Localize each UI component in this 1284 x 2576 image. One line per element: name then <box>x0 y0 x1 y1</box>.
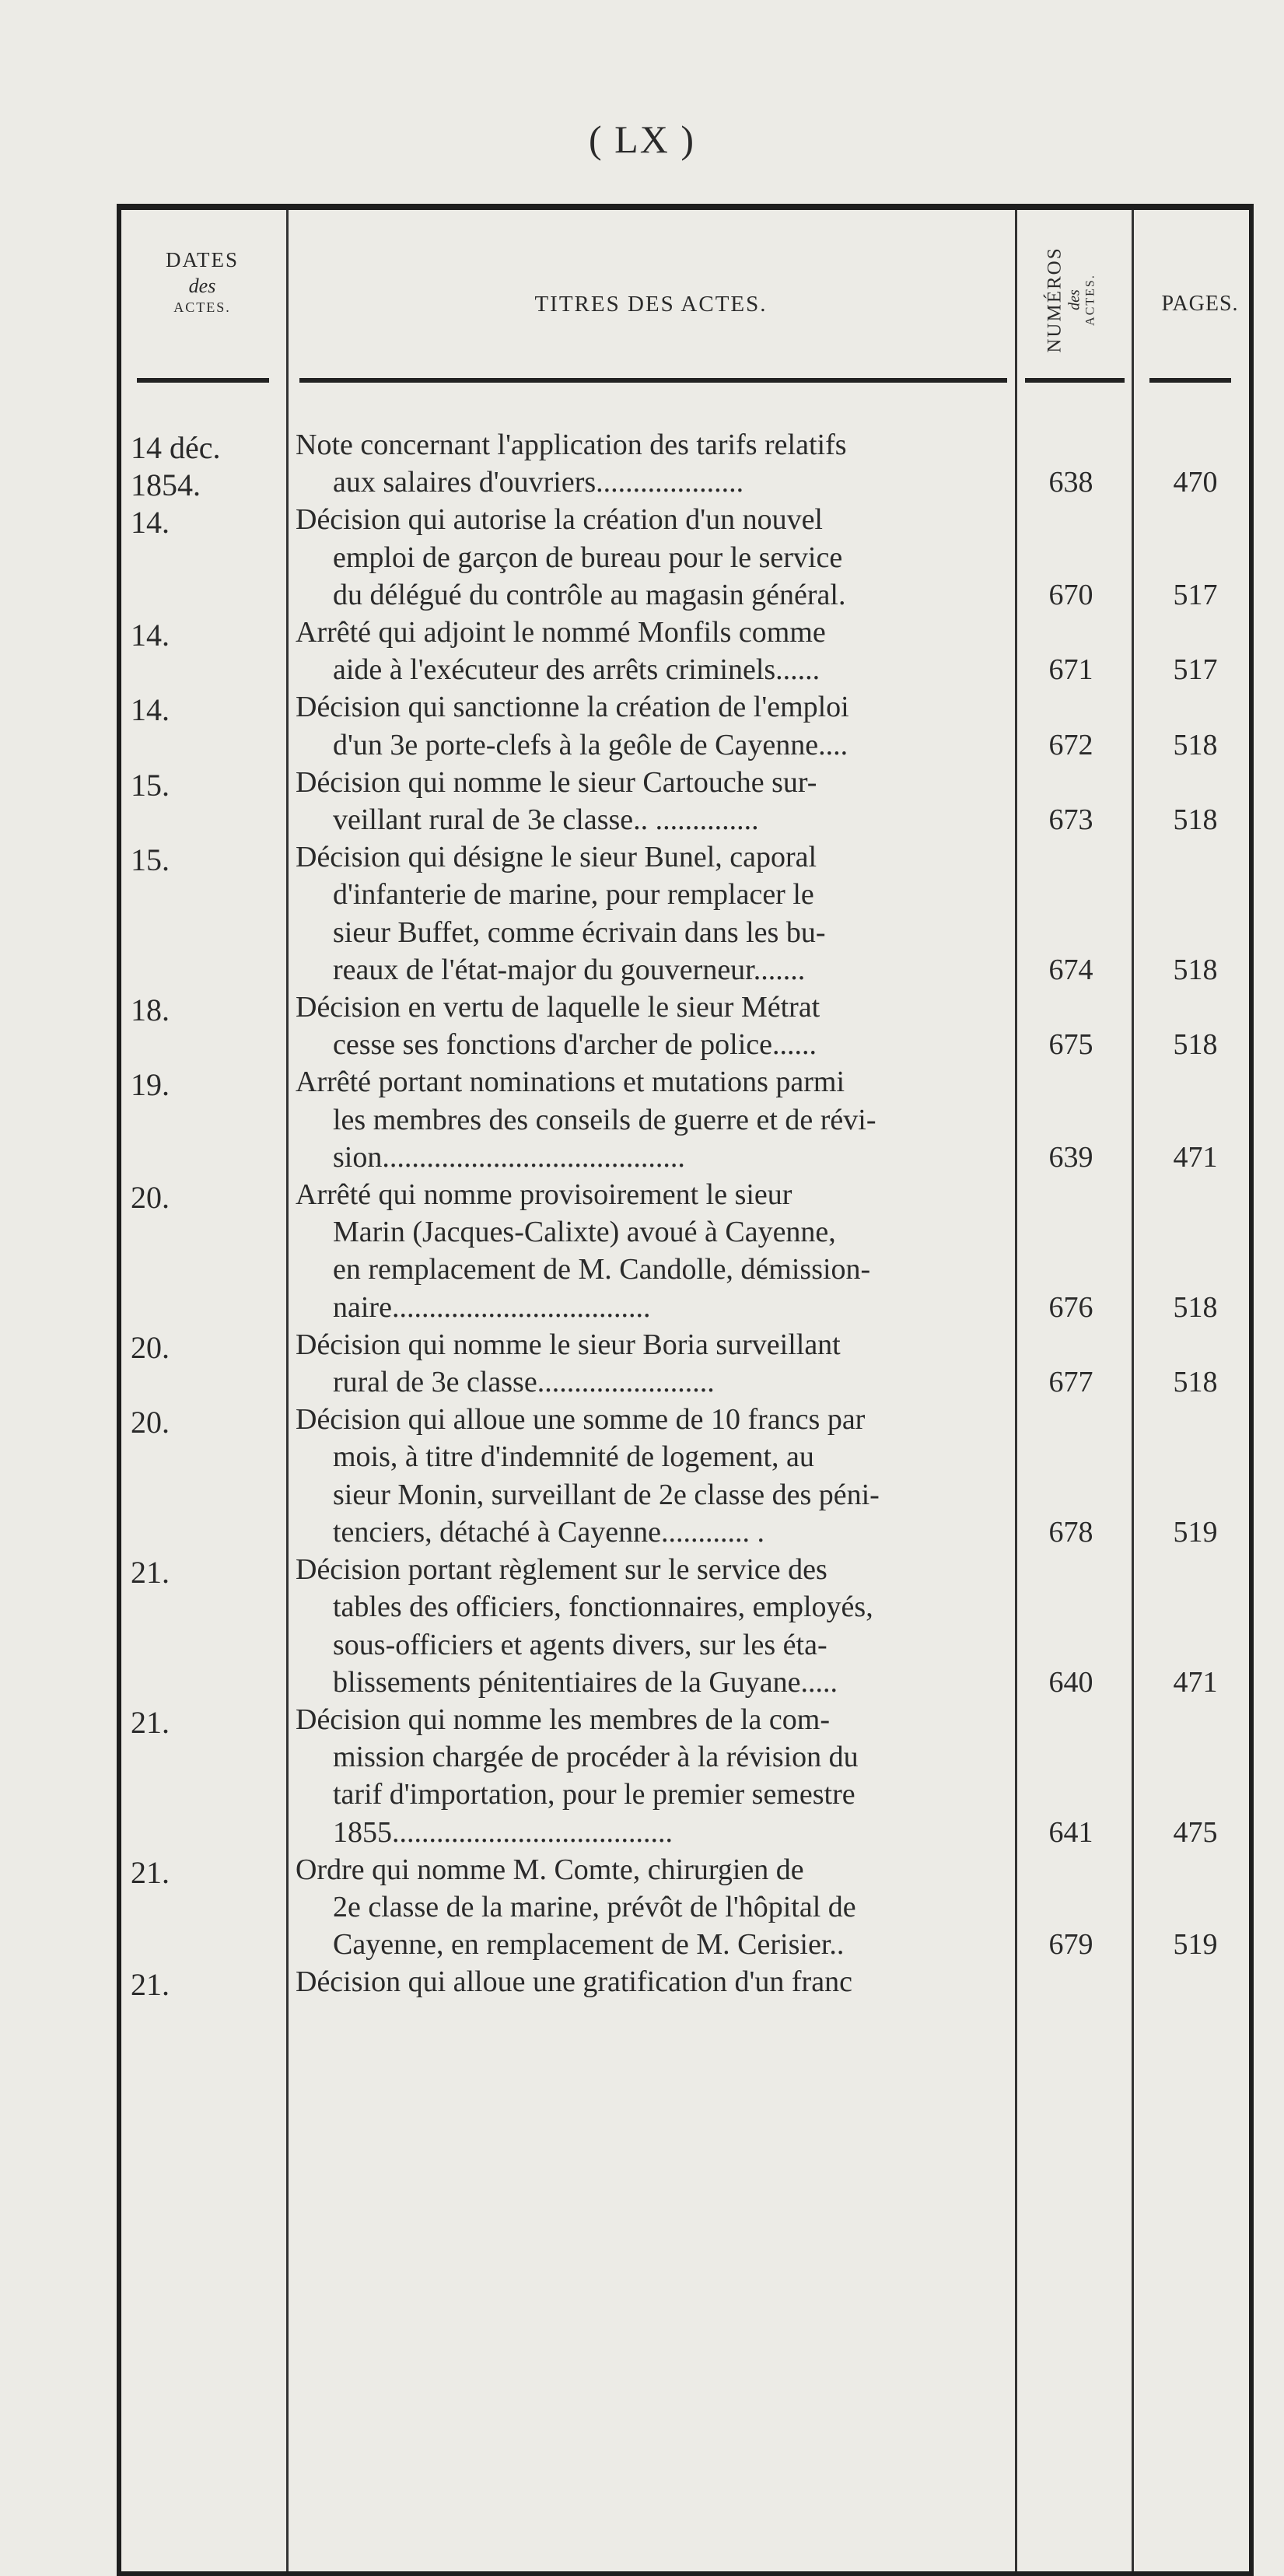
row-title-line: du délégué du contrôle au magasin général. <box>333 578 846 611</box>
row-page-number: 471 <box>1173 1665 1218 1699</box>
row-title-line: Cayenne, en remplacement de M. Cerisier.. <box>333 1928 845 1962</box>
row-title-line: les membres des conseils de guerre et de révi- <box>333 1103 876 1136</box>
row-title <box>296 838 1009 989</box>
row-date <box>131 1554 286 1591</box>
row-title-line: 1855...................................... <box>333 1815 673 1849</box>
row-act-number: 674 <box>1048 954 1093 987</box>
row-page-number: 519 <box>1173 1928 1218 1962</box>
row-title-line: emploi de garçon de bureau pour le service <box>333 541 843 574</box>
row-date <box>131 617 286 654</box>
row-date-day: 21. <box>131 1555 170 1591</box>
header-numeros <box>1020 226 1121 373</box>
row-title-line: en remplacement de M. Candolle, démission- <box>333 1253 871 1286</box>
table-row <box>0 1963 1284 2003</box>
row-page-number: 518 <box>1173 1290 1218 1324</box>
row-date-day: 14. <box>131 618 170 653</box>
row-act-number: 671 <box>1048 653 1093 687</box>
row-date <box>131 1704 286 1741</box>
row-title-line: aux salaires d'ouvriers.................... <box>333 466 744 499</box>
row-page-number: 471 <box>1173 1141 1218 1174</box>
row-date-day: 21. <box>131 1704 170 1740</box>
page-number: ( LX ) <box>589 117 695 161</box>
row-act-number: 639 <box>1048 1141 1093 1174</box>
table-row <box>0 1851 1284 1964</box>
header-rule-titles <box>299 378 1007 383</box>
row-date-day: 19. <box>131 1067 170 1103</box>
header-rule-pages <box>1149 378 1231 383</box>
row-title-line: rural de 3e classe........................ <box>333 1366 715 1399</box>
row-date-day: 20. <box>131 1405 170 1440</box>
row-act-number: 670 <box>1048 579 1093 612</box>
row-title <box>296 1063 1009 1176</box>
row-title-line: Décision qui sanctionne la création de l'emploi <box>296 691 849 724</box>
row-title-line: Arrêté portant nominations et mutations parmi <box>296 1066 845 1099</box>
table-row <box>0 1701 1284 1851</box>
row-title-line: mois, à titre d'indemnité de logement, au <box>333 1440 814 1474</box>
row-title-line: Arrêté qui nomme provisoirement le sieur <box>296 1178 792 1212</box>
row-date-day: 15. <box>131 767 170 803</box>
row-date-year: 1854. <box>131 467 201 502</box>
row-title-line: Marin (Jacques-Calixte) avoué à Cayenne, <box>333 1216 836 1249</box>
row-title <box>296 614 1009 688</box>
row-date <box>131 842 286 879</box>
row-date <box>131 1066 286 1104</box>
header-pages: PAGES. <box>1161 292 1239 316</box>
header-numeros-line-2: des <box>1065 289 1083 310</box>
row-act-number: 640 <box>1048 1665 1093 1699</box>
row-title-line: sous-officiers et agents divers, sur les éta- <box>333 1628 827 1661</box>
row-date-day: 20. <box>131 1180 170 1216</box>
row-date <box>131 1854 286 1892</box>
row-title-line: Décision qui autorise la création d'un nouvel <box>296 503 823 537</box>
table-row <box>0 838 1284 989</box>
row-title-line: Décision portant règlement sur le service des <box>296 1553 827 1587</box>
row-act-number: 638 <box>1048 466 1093 499</box>
row-title-line: mission chargée de procéder à la révision du <box>333 1741 859 1774</box>
row-date-day: 15. <box>131 842 170 878</box>
row-title <box>296 426 1009 501</box>
row-title-line: Note concernant l'application des tarifs relatifs <box>296 429 847 461</box>
row-date-day: 14. <box>131 692 170 728</box>
row-date <box>131 691 286 729</box>
row-page-number: 470 <box>1173 466 1218 499</box>
row-title-line: aide à l'exécuteur des arrêts criminels...... <box>333 653 820 687</box>
row-title-line: d'infanterie de marine, pour remplacer le <box>333 878 814 912</box>
table-row <box>0 688 1284 763</box>
row-page-number: 518 <box>1173 1366 1218 1399</box>
row-title-line: cesse ses fonctions d'archer de police...... <box>333 1028 817 1062</box>
row-title <box>296 764 1009 838</box>
row-title <box>296 501 1009 614</box>
row-title-line: Décision qui désigne le sieur Bunel, caporal <box>296 841 817 874</box>
row-date-day: 18. <box>131 992 170 1028</box>
row-date <box>131 992 286 1029</box>
header-numeros-line-1: NUMÉROS <box>1044 246 1065 353</box>
row-date-day: 14. <box>131 505 170 541</box>
row-title-line: sieur Monin, surveillant de 2e classe des péni- <box>333 1478 880 1511</box>
header-dates-line-3: ACTES. <box>173 299 231 316</box>
row-title-line: reaux de l'état-major du gouverneur....... <box>333 953 806 986</box>
row-page-number: 517 <box>1173 579 1218 612</box>
row-title-line: tables des officiers, fonctionnaires, employés, <box>333 1591 873 1624</box>
row-date-day: 14 déc. <box>131 430 221 465</box>
row-title-line: Ordre qui nomme M. Comte, chirurgien de <box>296 1853 804 1886</box>
row-date <box>131 1404 286 1441</box>
row-date <box>131 1329 286 1367</box>
row-page-number: 518 <box>1173 1028 1218 1062</box>
row-act-number: 679 <box>1048 1928 1093 1962</box>
row-act-number: 641 <box>1048 1815 1093 1849</box>
row-date <box>131 767 286 804</box>
row-page-number: 517 <box>1173 653 1218 687</box>
row-title-line: Décision qui nomme le sieur Boria surveillant <box>296 1328 841 1361</box>
row-title-line: Décision en vertu de laquelle le sieur Métrat <box>296 991 820 1024</box>
table-row <box>0 501 1284 614</box>
row-title <box>296 1551 1009 1701</box>
header-dates <box>124 247 280 317</box>
row-title-line: naire................................... <box>333 1290 651 1324</box>
row-date <box>131 1179 286 1216</box>
row-date-day: 20. <box>131 1329 170 1365</box>
row-page-number: 518 <box>1173 803 1218 837</box>
table-row <box>0 1063 1284 1176</box>
table-row <box>0 989 1284 1063</box>
row-title-line: Décision qui alloue une gratification d'un franc <box>296 1965 852 1999</box>
row-page-number: 519 <box>1173 1516 1218 1549</box>
row-title-line: sieur Buffet, comme écrivain dans les bu- <box>333 915 826 949</box>
table-row <box>0 1401 1284 1551</box>
row-title-line: tenciers, détaché à Cayenne............ . <box>333 1515 764 1549</box>
row-title <box>296 1326 1009 1401</box>
table-row <box>0 764 1284 838</box>
table-body <box>0 426 1284 2001</box>
row-act-number: 676 <box>1048 1290 1093 1324</box>
row-title-line: d'un 3e porte-clefs à la geôle de Cayenne.... <box>333 728 848 761</box>
header-rule-dates <box>137 378 269 383</box>
table-row <box>0 1551 1284 1701</box>
row-date <box>131 429 286 504</box>
row-title-line: tarif d'importation, pour le premier semestre <box>333 1778 855 1811</box>
row-title-line: sion......................................... <box>333 1140 685 1174</box>
header-titles: TITRES DES ACTES. <box>534 292 768 317</box>
row-title <box>296 1851 1009 1964</box>
row-page-number: 475 <box>1173 1815 1218 1849</box>
row-title <box>296 989 1009 1063</box>
row-act-number: 672 <box>1048 728 1093 761</box>
row-title-line: Décision qui alloue une somme de 10 francs par <box>296 1403 866 1437</box>
row-act-number: 675 <box>1048 1028 1093 1062</box>
header-rule-numeros <box>1025 378 1125 383</box>
row-date <box>131 1966 286 2004</box>
header-dates-line-1: DATES <box>165 248 239 271</box>
row-title-line: Décision qui nomme les membres de la com- <box>296 1703 830 1736</box>
row-date-day: 21. <box>131 1854 170 1890</box>
row-title <box>296 688 1009 763</box>
row-page-number: 518 <box>1173 728 1218 761</box>
row-title <box>296 1701 1009 1851</box>
row-act-number: 678 <box>1048 1516 1093 1549</box>
row-title <box>296 1963 1009 2000</box>
row-title <box>296 1401 1009 1551</box>
row-title <box>296 1176 1009 1326</box>
row-title-line: blissements pénitentiaires de la Guyane..... <box>333 1665 838 1699</box>
row-act-number: 677 <box>1048 1366 1093 1399</box>
header-numeros-line-3: ACTES. <box>1083 273 1097 326</box>
table-row <box>0 1326 1284 1401</box>
row-title-line: veillant rural de 3e classe.. .............. <box>333 803 759 837</box>
row-title-line: 2e classe de la marine, prévôt de l'hôpital de <box>333 1890 856 1923</box>
row-act-number: 673 <box>1048 803 1093 837</box>
row-title-line: Décision qui nomme le sieur Cartouche sur- <box>296 765 817 799</box>
header-dates-line-2: des <box>188 274 216 297</box>
row-page-number: 518 <box>1173 954 1218 987</box>
table-row <box>0 614 1284 688</box>
row-title-line: Arrêté qui adjoint le nommé Monfils comme <box>296 616 826 649</box>
row-date-day: 21. <box>131 1967 170 2003</box>
table-row <box>0 426 1284 501</box>
row-date <box>131 504 286 541</box>
table-row <box>0 1176 1284 1326</box>
